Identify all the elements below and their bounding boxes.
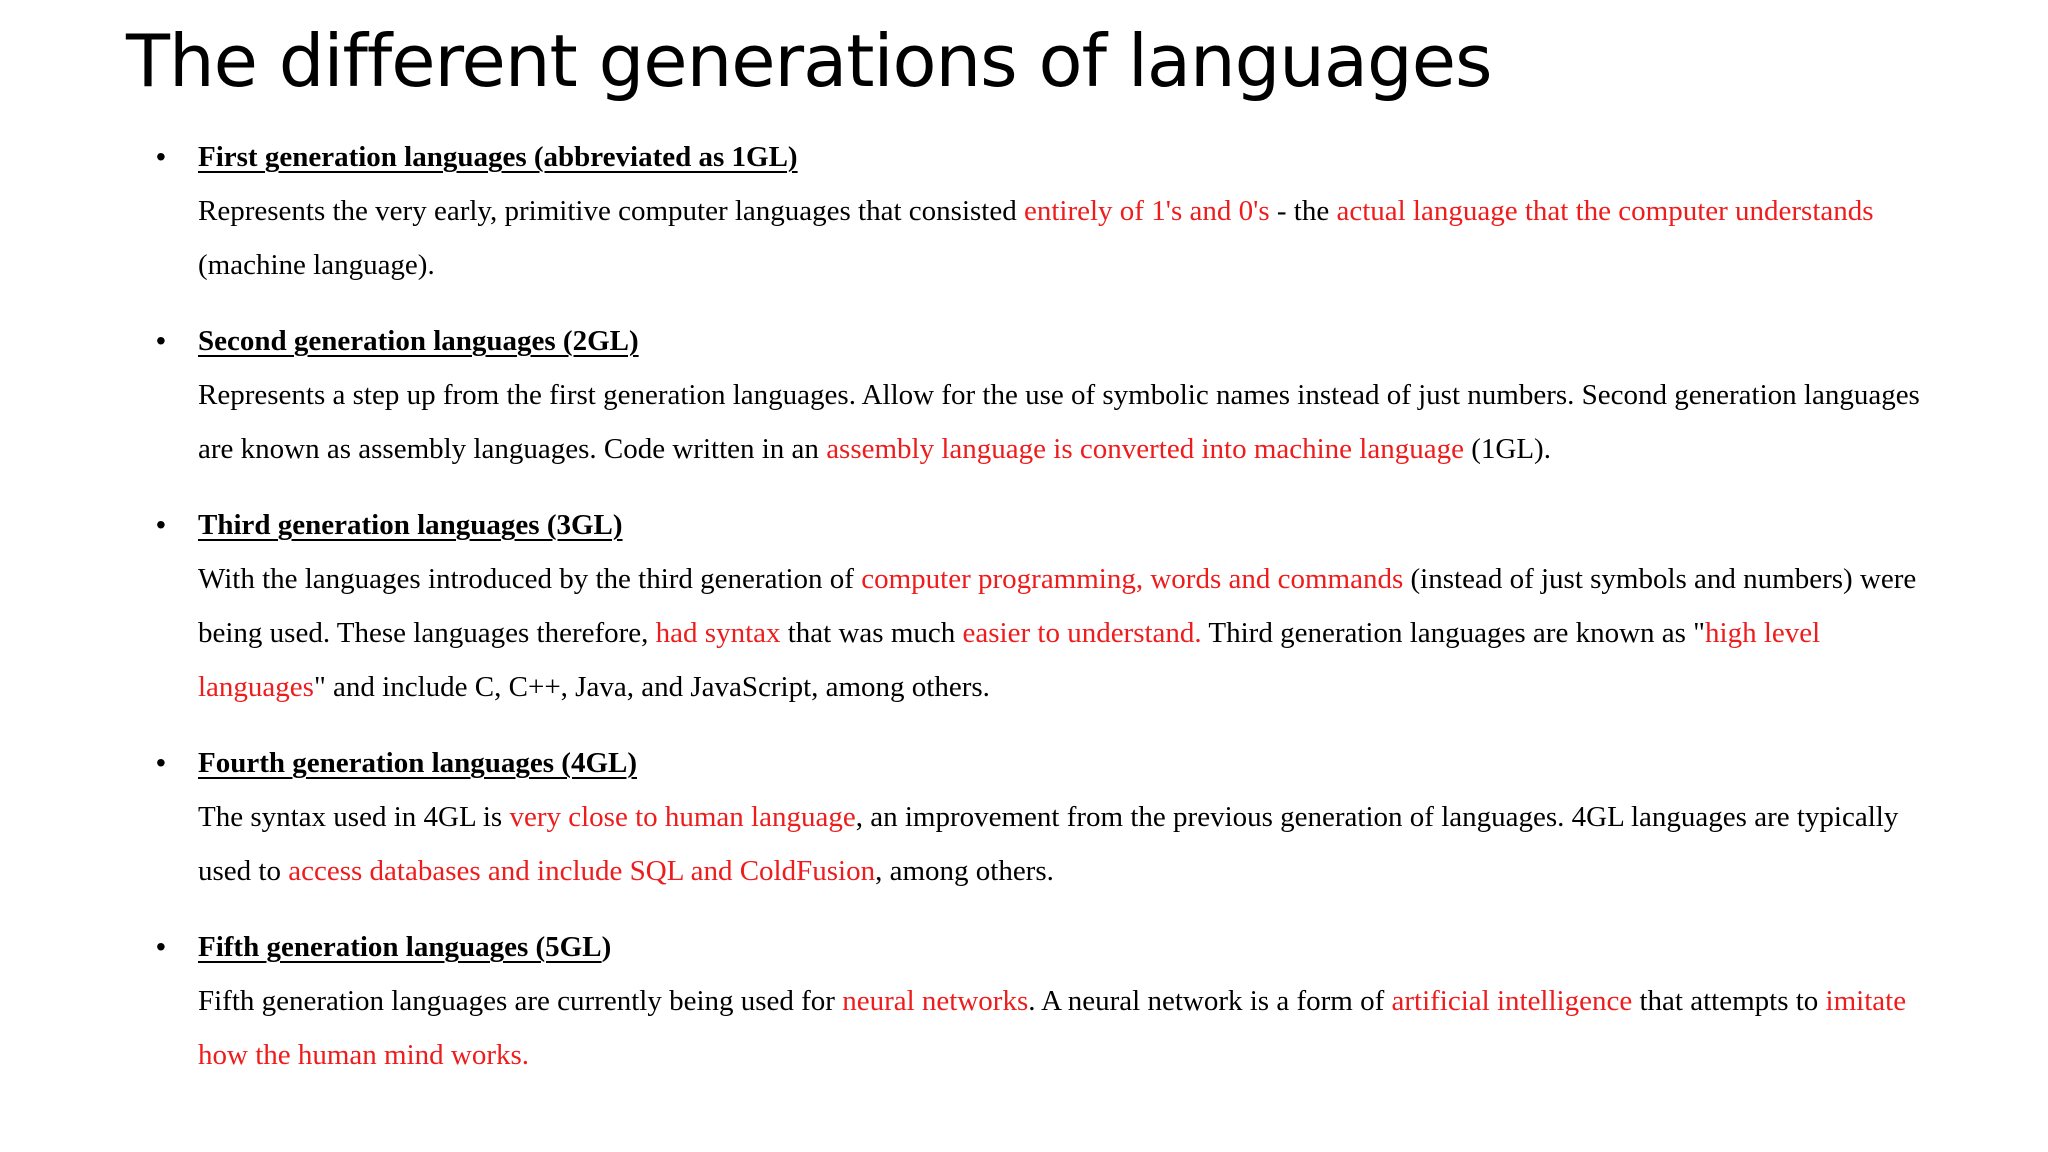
highlight-run: imitate how the human mind works. <box>198 985 1907 1071</box>
slide-title: The different generations of languages <box>126 19 1492 103</box>
highlight-run: easier to understand. <box>962 617 1202 649</box>
item-body <box>198 552 1930 714</box>
item-heading-text: First generation languages (abbreviated as 1GL) <box>198 141 798 173</box>
item-body <box>198 790 1930 898</box>
list-item <box>150 920 1930 1082</box>
item-body <box>198 974 1930 1082</box>
text-run: Represents a step up from the first generation languages. Allow for the use of symbolic names instead of just numbers. Second generation languages are known as assembly languages. Code written in an <box>198 379 1920 465</box>
highlight-run: actual language that the computer understands <box>1336 195 1874 227</box>
text-run: Represents the very early, primitive computer languages that consisted <box>198 195 1024 227</box>
item-heading <box>198 736 1930 790</box>
text-run: (machine language). <box>198 249 435 281</box>
highlight-run: very close to human language <box>509 801 856 833</box>
bullet-icon: • <box>156 747 166 778</box>
text-run: . A neural network is a form of <box>1028 985 1392 1017</box>
text-run: Fifth generation languages are currently being used for <box>198 985 843 1017</box>
item-heading-text: Fourth generation languages (4GL) <box>198 747 638 779</box>
item-heading-text: Second generation languages (2GL) <box>198 325 639 357</box>
item-heading <box>198 130 1930 184</box>
list-item <box>150 130 1930 292</box>
bullet-icon: • <box>156 325 166 356</box>
text-run: that was much <box>780 617 963 649</box>
bullet-icon: • <box>156 509 166 540</box>
item-heading-text: Fifth generation languages (5GL <box>198 931 602 963</box>
list-item <box>150 736 1930 898</box>
text-run: (instead of just symbols and numbers) were being used. These languages therefore, <box>198 563 1917 649</box>
text-run: , an improvement from the previous generation of languages. 4GL languages are typically used to <box>198 801 1899 887</box>
text-run: With the languages introduced by the third generation of <box>198 563 862 595</box>
highlight-run: had syntax <box>655 617 781 649</box>
highlight-run: neural networks <box>842 985 1029 1017</box>
highlight-run: access databases and include SQL and ColdFusion <box>288 855 876 887</box>
text-run: - the <box>1269 195 1337 227</box>
text-run: that attempts to <box>1632 985 1826 1017</box>
highlight-run: entirely of 1's and 0's <box>1023 195 1270 227</box>
bullet-icon: • <box>156 931 166 962</box>
item-heading <box>198 314 1930 368</box>
text-run: (1GL). <box>1463 433 1551 465</box>
generations-list <box>150 130 1930 1104</box>
item-body <box>198 368 1930 476</box>
item-heading-tail: ) <box>601 931 612 963</box>
text-run: Third generation languages are known as " <box>1201 617 1706 649</box>
item-heading <box>198 920 1930 974</box>
highlight-run: artificial intelligence <box>1391 985 1633 1017</box>
highlight-run: assembly language is converted into machine language <box>826 433 1464 465</box>
text-run: " and include C, C++, Java, and JavaScript, among others. <box>313 671 990 703</box>
text-run: , among others. <box>875 855 1054 887</box>
list-item <box>150 498 1930 714</box>
highlight-run: computer programming, words and commands <box>861 563 1404 595</box>
bullet-icon: • <box>156 141 166 172</box>
item-heading-text: Third generation languages (3GL) <box>198 509 623 541</box>
highlight-run: high level languages <box>198 617 1821 703</box>
text-run: The syntax used in 4GL is <box>198 801 510 833</box>
list-item <box>150 314 1930 476</box>
item-body <box>198 184 1930 292</box>
item-heading <box>198 498 1930 552</box>
